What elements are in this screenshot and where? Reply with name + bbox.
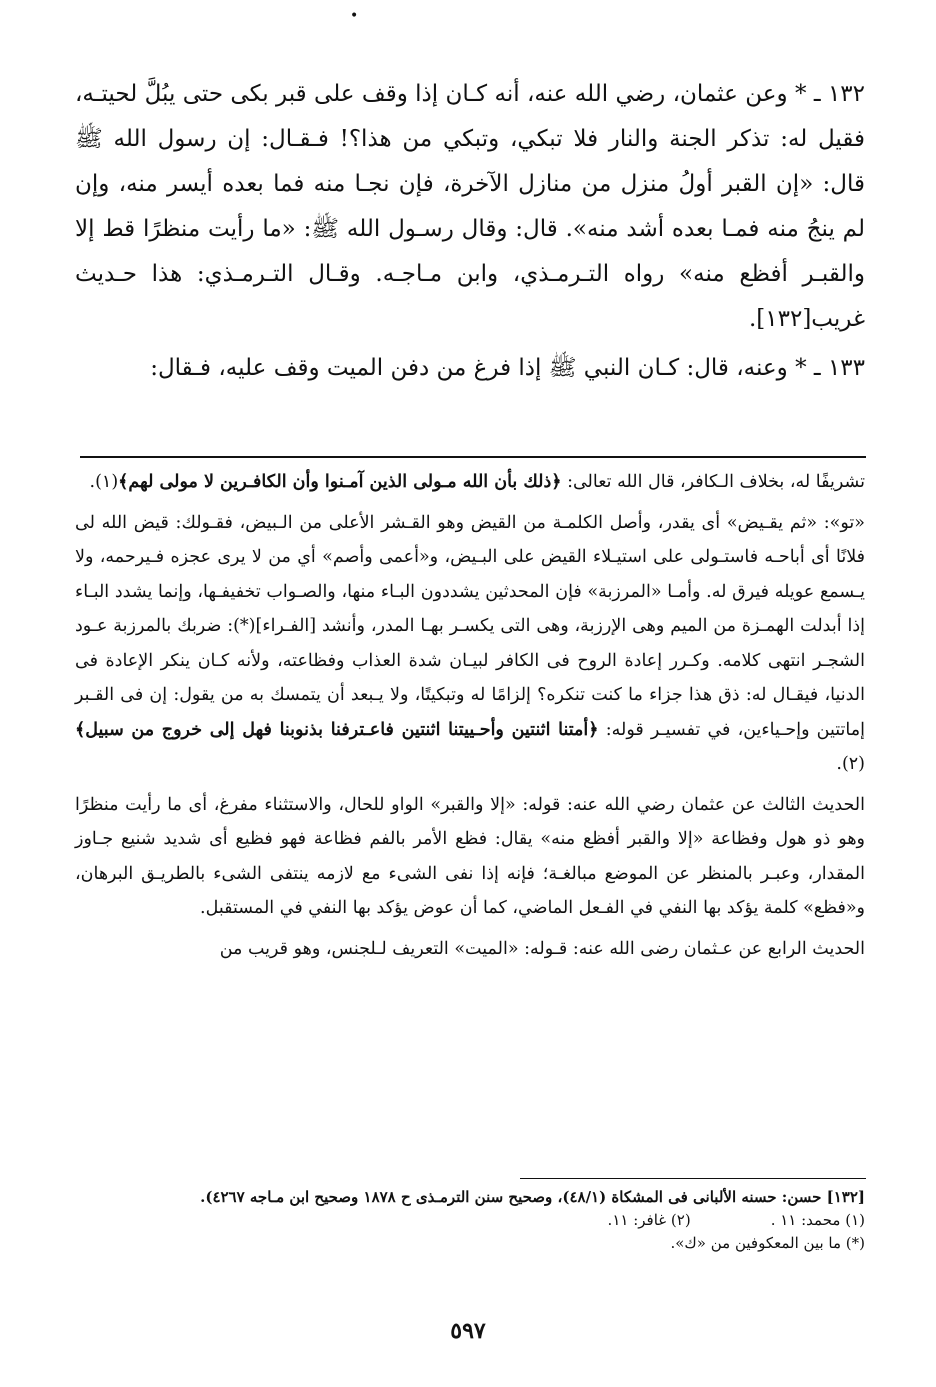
commentary-paragraph-4: الحديث الرابع عن عـثمان رضى الله عنه: قـوله: «الميت» التعريف لـلجنس، وهو قريب من: [219, 938, 865, 959]
commentary-block: [75, 465, 865, 966]
commentary-p1-text: تشريفًا له، بخلاف الـكافر، قال الله تعالى:: [561, 472, 865, 492]
footnote-ref-2: (٢).: [836, 754, 865, 774]
footnote-2: (٢) غافر: ١١.: [607, 1211, 691, 1229]
commentary-paragraph-1: [75, 465, 865, 500]
page-number: ٥٩٧: [450, 1318, 486, 1344]
footnote-ref-1: (١).: [89, 472, 119, 492]
hadith-133: ١٣٣ ـ * وعنه، قال: كـان النبي ﷺ إذا فرغ من دفن الميت وقف عليه، فـقال:: [150, 355, 865, 381]
footnote-divider: [520, 1178, 866, 1179]
takhrij-footnote: [١٣٢] حسن: حسنه الألبانى فى المشكاة (٤٨/١)، وصحيح سنن الترمـذى ح ١٨٧٨ وصحيح ابن مـاجه ٤٢٦٧).: [200, 1188, 865, 1206]
commentary-paragraph-2: [75, 506, 865, 782]
top-dot-mark: •: [350, 8, 359, 24]
footnote-star: (*) ما بين المعكوفين من «ك».: [670, 1234, 865, 1252]
footnotes-block: [75, 1186, 865, 1255]
main-commentary-divider: [80, 456, 866, 458]
footnote-1: (١) محمد: ١١ .: [770, 1211, 865, 1229]
quran-verse-2: ﴿أمتنا اثنتين وأحـييتنا اثنتين فاعـترفنا بذنوبنا فهل إلى خروج من سبيل﴾: [75, 719, 599, 740]
commentary-p2-text: «تو»: «ثم يقـيض» أى يقدر، وأصل الكلمـة من القيض وهو القـشر الأعلى من الـبيض، فقـولك: قيض الله لى فلانًا أى أباحـه فاستـولى على استيـلاء القيض على البـيض، و«أعمى وأصم» أي من لا يرى عجزه فـيرحمه، ولا يـسمع عويله فيرق له. وأمـا «المرزبة» فإن المحدثين يشددون البـاء منها، والصـواب تخفيفـها، وإنما يشدد البـاء إذا أبدلت الهمـزة من الميم وهى الإرزبة، وهى التى يكسـر بهـا المدر، وأنشد [الفـراء](*): ضربك بالمرزبة عـود الشجـر انتهى كلامه. وكـرر إعادة الروح فى الكافر لبيـان شدة العذاب وفظاعته، ولأنه كـان ينكر الإعادة فى الدنيا، فيقـال له: ذق هذا جزاء ما كنت تنكره؟ إلزامًا له وتبكيتًا، ولا يـبعد أن يتمسك به من يقول: إن فى القـبر إماتتين وإحـياءين، في تفسيـر قوله:: [75, 512, 865, 740]
hadith-132: ١٣٢ ـ * وعن عثمان، رضي الله عنه، أنه كـان إذا وقف على قبر بكى حتى يبُلَّ لحيتـه، فقيل له: تذكر الجنة والنار فلا تبكي، وتبكي من هذا؟! فـقـال: إن رسول الله ﷺ قال: «إن القبر أولُ منزل من منازل الآخرة، فإن نجـا منه فما بعده أيسر منه، وإن لم ينجُ منه فمـا بعده أشد منه». قال: وقال رسـول الله ﷺ: «ما رأيت منظرًا قط إلا والقبـر أفظع منه» رواه التـرمـذي، وابن مـاجـه. وقـال التـرمـذي: هذا حـديث غريب[١٣٢].: [75, 81, 865, 332]
hadith-text-block: [75, 72, 865, 391]
commentary-paragraph-3: الحديث الثالث عن عثمان رضي الله عنه: قوله: «إلا والقبر» الواو للحال، والاستثناء مفرغ، أى ما رأيت منظرًا وهو ذو هول وفظاعة «إلا والقبر أفظع منه» يقال: فظع الأمر بالفم فظاعة فهو فظيع أى شديد شنيع جـاوز المقدار، وعبـر بالمنظر عن الموضع مبالغـة؛ فإنه إذا نفى الشىء مع لازمه ينتفى الشىء بالطريـق البرهان، و«فظع» كلمة يؤكد بها النفي في الفـعل الماضي، كما أن عوض يؤكد بها النفي في المستقبل.: [75, 794, 865, 918]
footnote-row: [75, 1209, 865, 1232]
quran-verse-1: ﴿ذلك بأن الله مـولى الذين آمـنوا وأن الكافـرين لا مولى لهم﴾: [118, 472, 562, 492]
